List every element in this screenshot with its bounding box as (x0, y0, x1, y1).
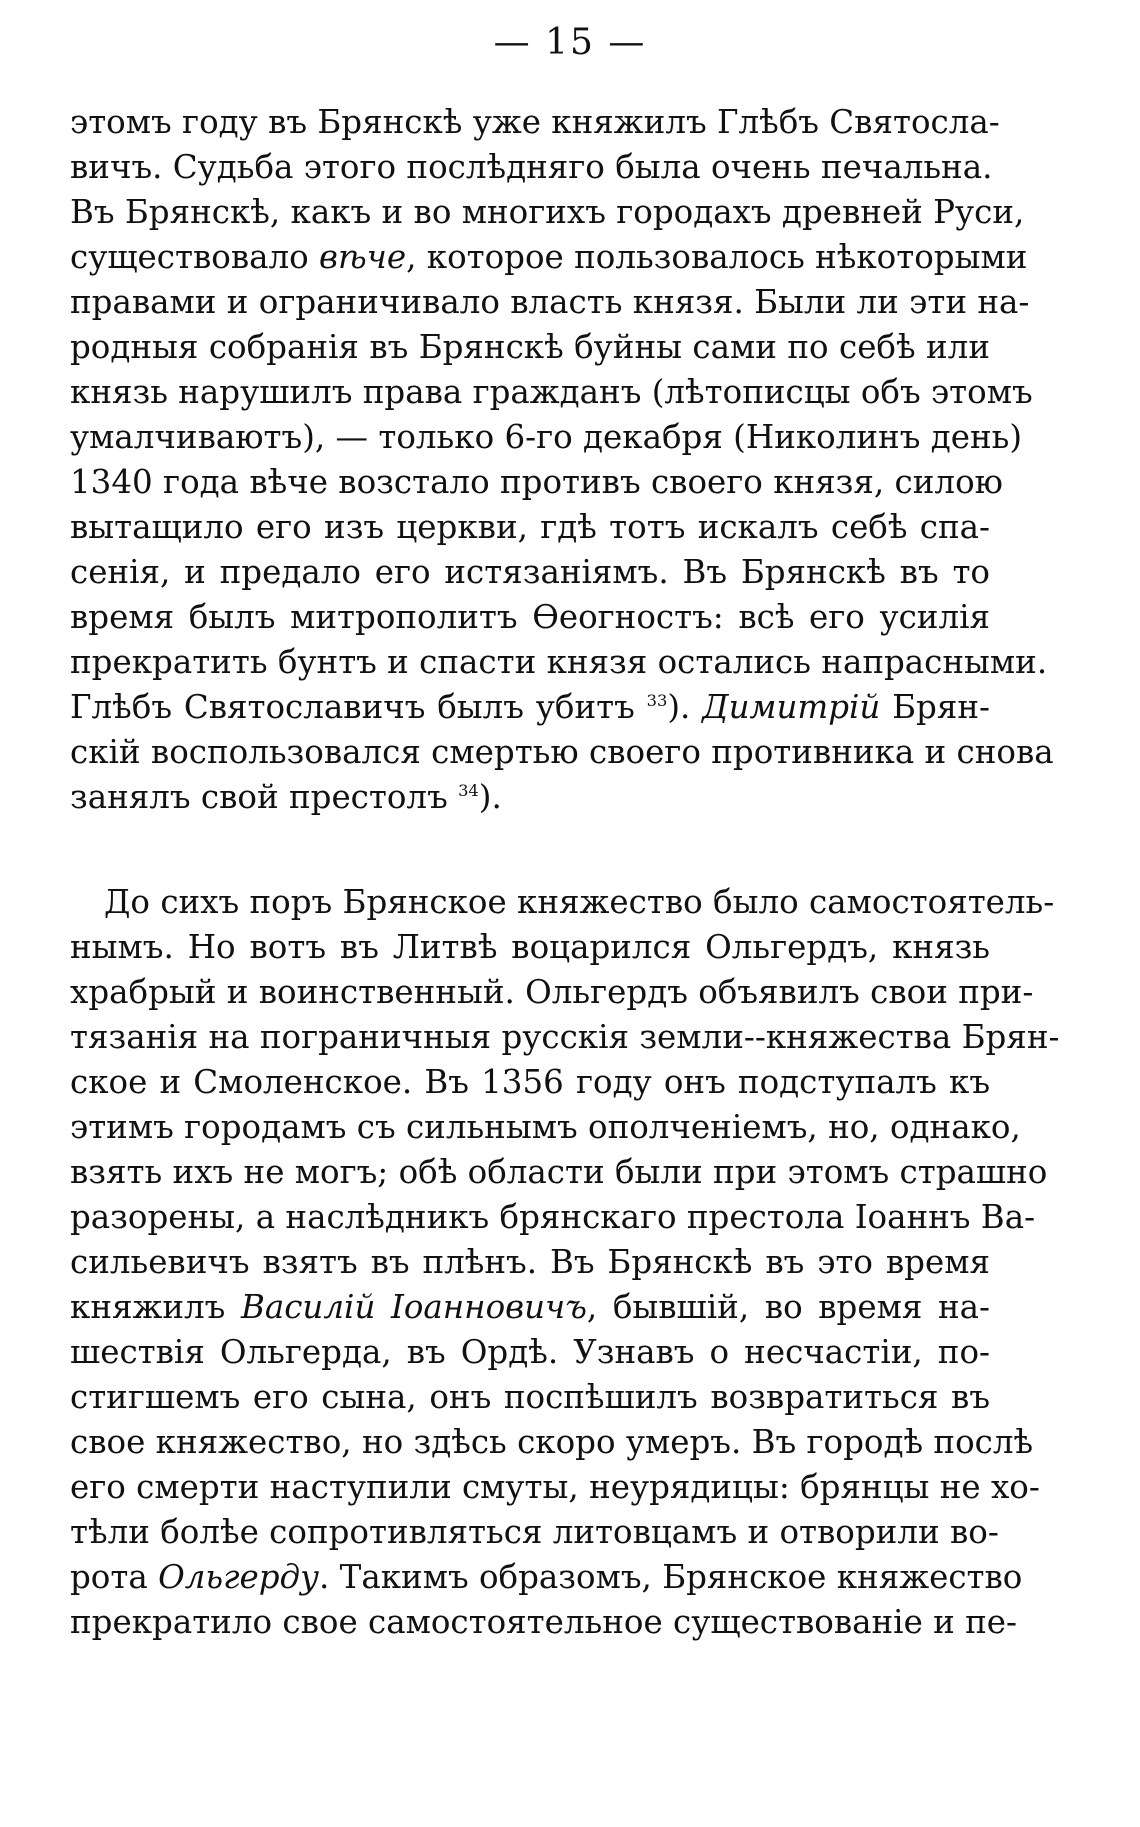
text-line (70, 505, 990, 550)
text-run: вытащило его изъ церкви, гдѣ тотъ искалъ себѣ спа- (70, 508, 990, 546)
text-run: его смерти наступили смуты, неурядицы: брянцы не хо- (70, 1468, 1040, 1506)
text-line (70, 1375, 990, 1420)
text-run: стигшемъ его сына, онъ поспѣшилъ возвратиться въ (70, 1378, 990, 1416)
text-line (70, 100, 1000, 145)
text-line (70, 550, 990, 595)
text-line (70, 1600, 1018, 1645)
text-run: существовало (70, 238, 320, 276)
text-line (70, 595, 990, 640)
text-run: , бывшій, во время на- (586, 1288, 990, 1326)
text-run: сенія, и предало его истязаніямъ. Въ Брянскѣ въ то (70, 553, 990, 591)
text-run: занялъ свой престолъ (70, 778, 459, 816)
text-run: свое княжество, но здѣсь скоро умеръ. Въ городѣ послѣ (70, 1423, 1034, 1461)
text-line (70, 235, 1028, 280)
text-run: вичъ. Судьба этого послѣдняго была очень печальна. (70, 148, 993, 186)
text-run: 1340 года вѣче возстало противъ своего князя, силою (70, 463, 1003, 501)
text-run: разорены, а наслѣдникъ брянскаго престола Іоаннъ Ва- (70, 1198, 1036, 1236)
text-line (70, 1420, 1034, 1465)
text-run: , которое пользовалось нѣкоторыми (406, 238, 1028, 276)
text-line (70, 145, 993, 190)
text-line (70, 970, 1034, 1015)
text-line (70, 460, 1003, 505)
text-run: шествія Ольгерда, въ Ордѣ. Узнавъ о несчастіи, по- (70, 1333, 990, 1371)
text-line (70, 730, 1054, 775)
text-line (70, 415, 1023, 460)
text-line (70, 775, 990, 820)
text-run: До сихъ поръ Брянское княжество было самостоятель- (104, 883, 1055, 921)
text-line (70, 190, 1025, 235)
text-run: ). (667, 688, 703, 726)
text-run: Въ Брянскѣ, какъ и во многихъ городахъ древней Руси, (70, 193, 1025, 231)
text-line (70, 1555, 1023, 1600)
text-line (70, 1330, 990, 1375)
italic-name: вѣче (319, 238, 407, 276)
text-run: тязанія на пограничныя русскія земли--княжества Брян- (70, 1018, 1060, 1056)
text-run: ское и Смоленское. Въ 1356 году онъ подступалъ къ (70, 1063, 990, 1101)
text-run: князь нарушилъ права гражданъ (лѣтописцы объ этомъ (70, 373, 1033, 411)
text-run: взять ихъ не могъ; обѣ области были при этомъ страшно (70, 1153, 1048, 1191)
text-run: родныя собранія въ Брянскѣ буйны сами по себѣ или (70, 328, 990, 366)
text-run: тѣли болѣе сопротивляться литовцамъ и отворили во- (70, 1513, 999, 1551)
text-line (70, 1285, 990, 1330)
text-run: этомъ году въ Брянскѣ уже княжилъ Глѣбъ Святосла- (70, 103, 1000, 141)
text-line (70, 1105, 1021, 1150)
text-run: прекратило свое самостоятельное существованіе и пе- (70, 1603, 1018, 1641)
text-run: скій воспользовался смертью своего противника и снова (70, 733, 1054, 771)
footnote-ref: 33 (646, 691, 668, 711)
paragraph-2 (70, 880, 1060, 1645)
italic-name: Ольгерду (158, 1558, 320, 1596)
text-run: умалчиваютъ), — только 6-го декабря (Николинъ день) (70, 418, 1023, 456)
text-line (70, 1240, 990, 1285)
italic-name: Димитрій (702, 688, 881, 726)
paragraph-1 (70, 100, 1054, 820)
text-run: нымъ. Но вотъ въ Литвѣ воцарился Ольгердъ, князь (70, 928, 990, 966)
text-run: Глѣбъ Святославичъ былъ убитъ (70, 688, 647, 726)
text-run: время былъ митрополитъ Ѳеогностъ: всѣ его усилія (70, 598, 990, 636)
text-run: сильевичъ взятъ въ плѣнъ. Въ Брянскѣ въ это время (70, 1243, 990, 1281)
text-run: . Такимъ образомъ, Брянское княжество (319, 1558, 1023, 1596)
text-run: правами и ограничивало власть князя. Были ли эти на- (70, 283, 1030, 321)
italic-name: Василій Іоанновичъ (240, 1288, 587, 1326)
text-line (70, 370, 1033, 415)
page-number: — 15 — (493, 22, 647, 63)
text-run: храбрый и воинственный. Ольгердъ объявилъ свои при- (70, 973, 1034, 1011)
text-line (70, 925, 990, 970)
text-line (70, 880, 1055, 925)
text-run: этимъ городамъ съ сильнымъ ополченіемъ, но, однако, (70, 1108, 1021, 1146)
text-line (70, 1195, 1036, 1240)
text-run: прекратить бунтъ и спасти князя остались напрасными. (70, 643, 1048, 681)
text-line (70, 325, 990, 370)
text-line (70, 1465, 1040, 1510)
text-line (70, 1510, 999, 1555)
text-run: ). (478, 778, 502, 816)
text-line (70, 280, 1030, 325)
text-line (70, 685, 990, 730)
text-run: княжилъ (70, 1288, 241, 1326)
text-line (70, 640, 1048, 685)
footnote-ref: 34 (458, 781, 479, 801)
text-run: Брян- (880, 688, 990, 726)
text-line (70, 1060, 990, 1105)
text-line (70, 1150, 1048, 1195)
text-run: рота (70, 1558, 159, 1596)
text-line (70, 1015, 1060, 1060)
